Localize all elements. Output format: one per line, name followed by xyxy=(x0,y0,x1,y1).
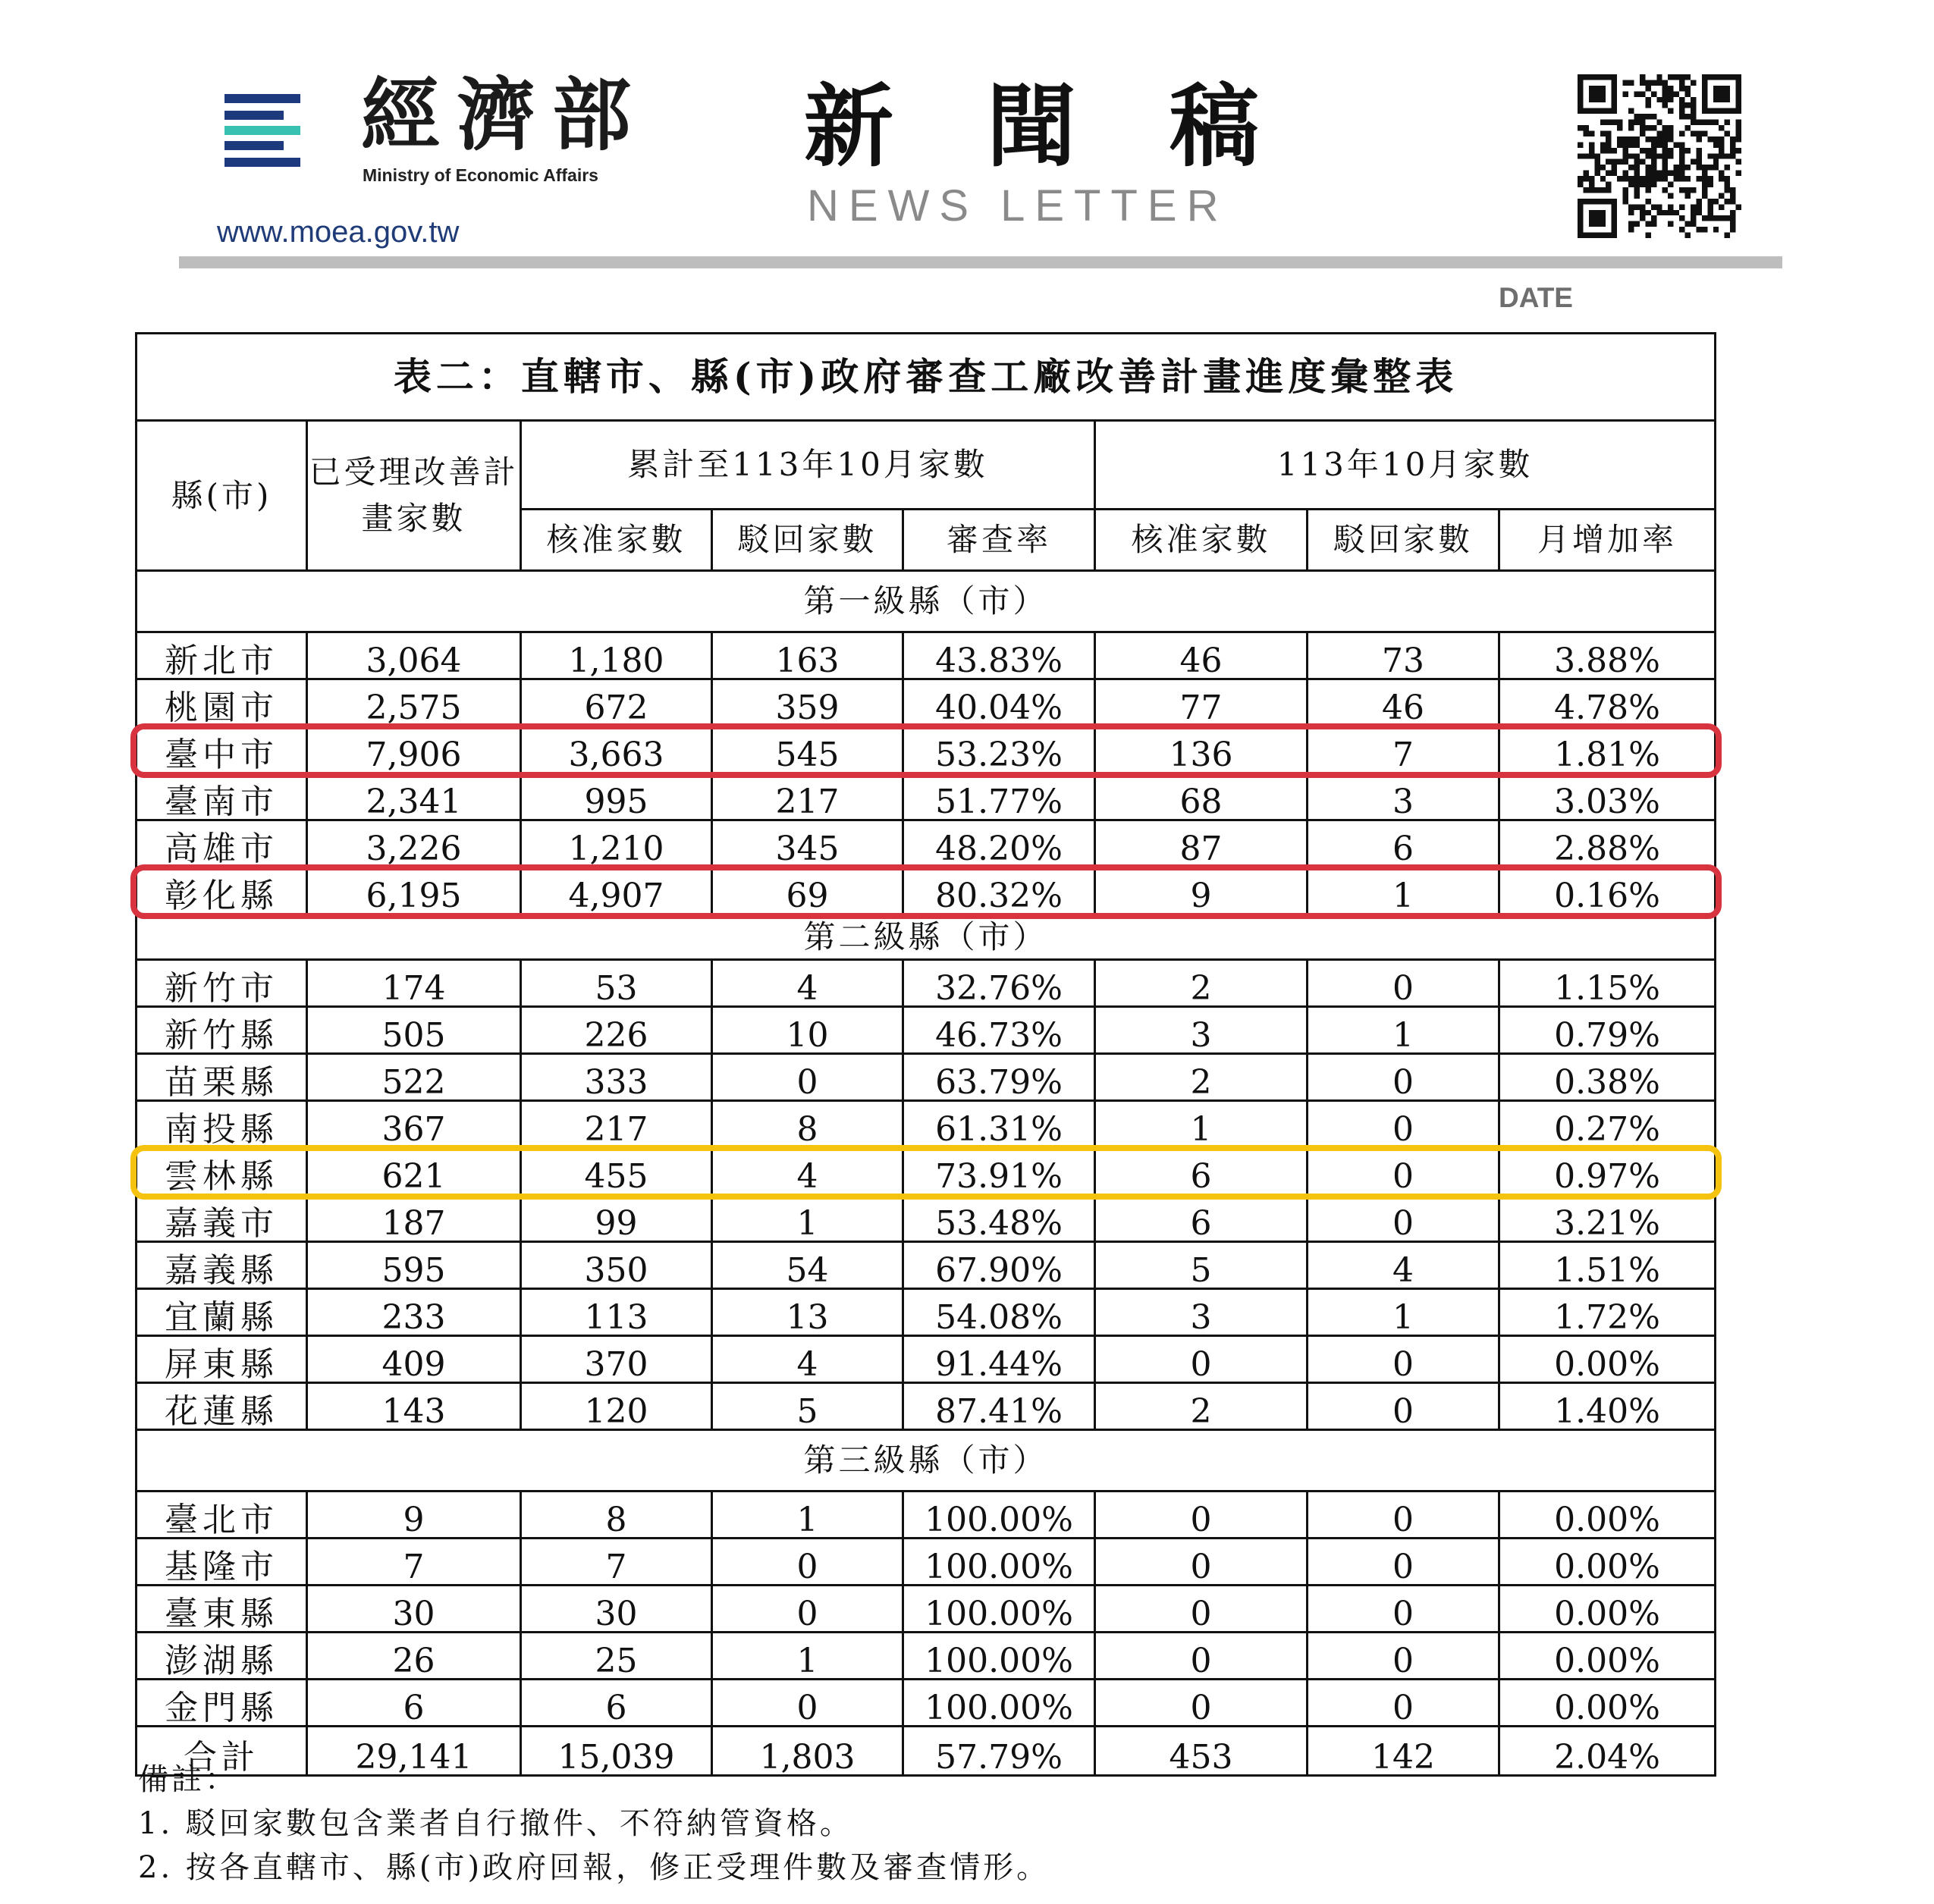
value-cell: 7 xyxy=(307,1539,521,1586)
table-row xyxy=(137,1289,1716,1336)
value-cell: 1 xyxy=(712,1492,903,1539)
value-cell: 4 xyxy=(712,960,903,1007)
ministry-name-chinese: 經濟部 xyxy=(361,68,648,162)
county-cell: 桃園市 xyxy=(137,679,307,726)
value-cell: 8 xyxy=(521,1492,712,1539)
value-cell: 0 xyxy=(1095,1586,1308,1633)
note-item-1: 1. 駁回家數包含業者自行撤件、不符納管資格。 xyxy=(138,1806,853,1841)
value-cell: 0.00% xyxy=(1499,1492,1716,1539)
value-cell: 1.81% xyxy=(1499,726,1716,773)
value-cell: 100.00% xyxy=(903,1492,1095,1539)
value-cell: 9 xyxy=(307,1492,521,1539)
county-cell: 苗栗縣 xyxy=(137,1054,307,1101)
value-cell: 0 xyxy=(1095,1633,1308,1680)
value-cell: 0 xyxy=(1308,1539,1499,1586)
value-cell: 1 xyxy=(1095,1101,1308,1148)
value-cell: 77 xyxy=(1095,679,1308,726)
value-cell: 5 xyxy=(712,1383,903,1430)
value-cell: 345 xyxy=(712,820,903,867)
value-cell: 91.44% xyxy=(903,1336,1095,1383)
table-row xyxy=(137,1586,1716,1633)
header-mon-rate: 月增加率 xyxy=(1499,510,1716,571)
value-cell: 0.00% xyxy=(1499,1680,1716,1727)
table-row xyxy=(137,820,1716,867)
county-cell: 臺南市 xyxy=(137,773,307,820)
value-cell: 1.51% xyxy=(1499,1242,1716,1289)
header-mon-rejected: 駁回家數 xyxy=(1308,510,1499,571)
value-cell: 61.31% xyxy=(903,1101,1095,1148)
value-cell: 0.97% xyxy=(1499,1148,1716,1195)
section-label: 第二級縣（市） xyxy=(137,914,1716,960)
value-cell: 1,180 xyxy=(521,632,712,679)
value-cell: 3,226 xyxy=(307,820,521,867)
county-cell: 宜蘭縣 xyxy=(137,1289,307,1336)
value-cell: 3 xyxy=(1095,1289,1308,1336)
value-cell: 333 xyxy=(521,1054,712,1101)
value-cell: 995 xyxy=(521,773,712,820)
value-cell: 3,064 xyxy=(307,632,521,679)
value-cell: 0.38% xyxy=(1499,1054,1716,1101)
value-cell: 0 xyxy=(1308,1336,1499,1383)
value-cell: 0 xyxy=(1308,960,1499,1007)
notes-section xyxy=(138,1758,1050,1890)
value-cell: 1,803 xyxy=(712,1727,903,1776)
table-row xyxy=(137,632,1716,679)
value-cell: 25 xyxy=(521,1633,712,1680)
value-cell: 6 xyxy=(1308,820,1499,867)
website-link[interactable]: www.moea.gov.tw xyxy=(217,215,460,249)
value-cell: 0 xyxy=(712,1054,903,1101)
value-cell: 69 xyxy=(712,867,903,914)
value-cell: 0 xyxy=(712,1539,903,1586)
value-cell: 26 xyxy=(307,1633,521,1680)
value-cell: 53.23% xyxy=(903,726,1095,773)
value-cell: 0.00% xyxy=(1499,1586,1716,1633)
value-cell: 370 xyxy=(521,1336,712,1383)
county-cell: 嘉義縣 xyxy=(137,1242,307,1289)
value-cell: 0 xyxy=(1095,1492,1308,1539)
value-cell: 0 xyxy=(1308,1492,1499,1539)
section-row-tier3 xyxy=(137,1430,1716,1492)
county-cell: 嘉義市 xyxy=(137,1195,307,1242)
value-cell: 0 xyxy=(1308,1383,1499,1430)
value-cell: 1,210 xyxy=(521,820,712,867)
value-cell: 30 xyxy=(521,1586,712,1633)
value-cell: 54.08% xyxy=(903,1289,1095,1336)
header-cum-rate: 審查率 xyxy=(903,510,1095,571)
table-row xyxy=(137,1633,1716,1680)
value-cell: 0 xyxy=(1308,1054,1499,1101)
value-cell: 99 xyxy=(521,1195,712,1242)
value-cell: 57.79% xyxy=(903,1727,1095,1776)
table-title: 表二：直轄市、縣(市)政府審查工廠改善計畫進度彙整表 xyxy=(137,334,1716,421)
header-cum-approved: 核准家數 xyxy=(521,510,712,571)
header-accepted: 已受理改善計畫家數 xyxy=(307,421,521,571)
value-cell: 100.00% xyxy=(903,1539,1095,1586)
county-cell: 高雄市 xyxy=(137,820,307,867)
county-cell: 彰化縣 xyxy=(137,867,307,914)
notes-heading: 備註： xyxy=(138,1762,238,1797)
date-label: DATE xyxy=(1499,282,1573,313)
value-cell: 15,039 xyxy=(521,1727,712,1776)
qr-code-icon[interactable] xyxy=(1578,74,1741,238)
table-row xyxy=(137,1492,1716,1539)
table-row xyxy=(137,1148,1716,1195)
table-row xyxy=(137,867,1716,914)
value-cell: 0 xyxy=(1095,1539,1308,1586)
value-cell: 4 xyxy=(1308,1242,1499,1289)
ministry-name-english: Ministry of Economic Affairs xyxy=(363,165,598,185)
header-county: 縣(市) xyxy=(137,421,307,571)
news-letter-subtitle: NEWS LETTER xyxy=(807,181,1229,231)
value-cell: 43.83% xyxy=(903,632,1095,679)
value-cell: 46 xyxy=(1308,679,1499,726)
table-row xyxy=(137,1242,1716,1289)
value-cell: 2.04% xyxy=(1499,1727,1716,1776)
value-cell: 8 xyxy=(712,1101,903,1148)
value-cell: 7,906 xyxy=(307,726,521,773)
table-row xyxy=(137,960,1716,1007)
value-cell: 4.78% xyxy=(1499,679,1716,726)
value-cell: 187 xyxy=(307,1195,521,1242)
value-cell: 6 xyxy=(1095,1195,1308,1242)
value-cell: 3.21% xyxy=(1499,1195,1716,1242)
value-cell: 113 xyxy=(521,1289,712,1336)
county-cell: 新竹市 xyxy=(137,960,307,1007)
table-row xyxy=(137,1054,1716,1101)
value-cell: 1 xyxy=(1308,867,1499,914)
section-row-tier2 xyxy=(137,914,1716,960)
section-label: 第三級縣（市） xyxy=(137,1430,1716,1492)
value-cell: 0 xyxy=(712,1586,903,1633)
value-cell: 226 xyxy=(521,1007,712,1054)
value-cell: 0.00% xyxy=(1499,1633,1716,1680)
factory-improvement-progress-table xyxy=(135,332,1716,1777)
table-row xyxy=(137,773,1716,820)
value-cell: 163 xyxy=(712,632,903,679)
value-cell: 46 xyxy=(1095,632,1308,679)
value-cell: 0 xyxy=(1308,1586,1499,1633)
value-cell: 87 xyxy=(1095,820,1308,867)
county-cell: 臺中市 xyxy=(137,726,307,773)
county-cell: 基隆市 xyxy=(137,1539,307,1586)
value-cell: 3,663 xyxy=(521,726,712,773)
value-cell: 3.88% xyxy=(1499,632,1716,679)
table-row xyxy=(137,1336,1716,1383)
value-cell: 1 xyxy=(1308,1007,1499,1054)
note-item-2: 2. 按各直轄市、縣(市)政府回報，修正受理件數及審查情形。 xyxy=(138,1850,1050,1885)
value-cell: 595 xyxy=(307,1242,521,1289)
value-cell: 2.88% xyxy=(1499,820,1716,867)
county-cell: 新竹縣 xyxy=(137,1007,307,1054)
header-divider xyxy=(179,256,1782,268)
value-cell: 0 xyxy=(1308,1148,1499,1195)
moea-logo-mark xyxy=(224,94,300,170)
value-cell: 0 xyxy=(712,1680,903,1727)
value-cell: 455 xyxy=(521,1148,712,1195)
value-cell: 73 xyxy=(1308,632,1499,679)
value-cell: 672 xyxy=(521,679,712,726)
value-cell: 53.48% xyxy=(903,1195,1095,1242)
value-cell: 67.90% xyxy=(903,1242,1095,1289)
value-cell: 80.32% xyxy=(903,867,1095,914)
value-cell: 73.91% xyxy=(903,1148,1095,1195)
value-cell: 40.04% xyxy=(903,679,1095,726)
table-row xyxy=(137,1539,1716,1586)
value-cell: 2 xyxy=(1095,960,1308,1007)
value-cell: 6,195 xyxy=(307,867,521,914)
table-row xyxy=(137,1680,1716,1727)
county-cell: 屏東縣 xyxy=(137,1336,307,1383)
value-cell: 0 xyxy=(1308,1680,1499,1727)
value-cell: 1 xyxy=(712,1195,903,1242)
county-cell: 臺東縣 xyxy=(137,1586,307,1633)
value-cell: 10 xyxy=(712,1007,903,1054)
section-row-tier1 xyxy=(137,571,1716,632)
section-label: 第一級縣（市） xyxy=(137,571,1716,632)
value-cell: 2 xyxy=(1095,1054,1308,1101)
value-cell: 32.76% xyxy=(903,960,1095,1007)
value-cell: 143 xyxy=(307,1383,521,1430)
county-cell: 臺北市 xyxy=(137,1492,307,1539)
table-row xyxy=(137,1383,1716,1430)
value-cell: 0 xyxy=(1095,1680,1308,1727)
table-row xyxy=(137,1195,1716,1242)
value-cell: 0 xyxy=(1095,1336,1308,1383)
value-cell: 217 xyxy=(521,1101,712,1148)
value-cell: 174 xyxy=(307,960,521,1007)
value-cell: 217 xyxy=(712,773,903,820)
value-cell: 13 xyxy=(712,1289,903,1336)
value-cell: 53 xyxy=(521,960,712,1007)
value-cell: 29,141 xyxy=(307,1727,521,1776)
header-mon-approved: 核准家數 xyxy=(1095,510,1308,571)
value-cell: 1.40% xyxy=(1499,1383,1716,1430)
value-cell: 7 xyxy=(521,1539,712,1586)
table-row xyxy=(137,679,1716,726)
value-cell: 522 xyxy=(307,1054,521,1101)
value-cell: 120 xyxy=(521,1383,712,1430)
value-cell: 48.20% xyxy=(903,820,1095,867)
value-cell: 68 xyxy=(1095,773,1308,820)
county-cell: 花蓮縣 xyxy=(137,1383,307,1430)
value-cell: 621 xyxy=(307,1148,521,1195)
value-cell: 1 xyxy=(712,1633,903,1680)
value-cell: 0 xyxy=(1308,1633,1499,1680)
value-cell: 505 xyxy=(307,1007,521,1054)
table-row xyxy=(137,1101,1716,1148)
value-cell: 0 xyxy=(1308,1101,1499,1148)
value-cell: 0.00% xyxy=(1499,1539,1716,1586)
value-cell: 136 xyxy=(1095,726,1308,773)
header-cum-rejected: 駁回家數 xyxy=(712,510,903,571)
value-cell: 0.00% xyxy=(1499,1336,1716,1383)
value-cell: 2,575 xyxy=(307,679,521,726)
value-cell: 4,907 xyxy=(521,867,712,914)
value-cell: 350 xyxy=(521,1242,712,1289)
value-cell: 100.00% xyxy=(903,1586,1095,1633)
county-cell: 雲林縣 xyxy=(137,1148,307,1195)
table-row xyxy=(137,726,1716,773)
value-cell: 0.16% xyxy=(1499,867,1716,914)
value-cell: 1 xyxy=(1308,1289,1499,1336)
value-cell: 4 xyxy=(712,1148,903,1195)
value-cell: 6 xyxy=(1095,1148,1308,1195)
value-cell: 1.15% xyxy=(1499,960,1716,1007)
value-cell: 51.77% xyxy=(903,773,1095,820)
header-cumulative-group: 累計至113年10月家數 xyxy=(521,421,1095,510)
value-cell: 0.79% xyxy=(1499,1007,1716,1054)
value-cell: 359 xyxy=(712,679,903,726)
value-cell: 46.73% xyxy=(903,1007,1095,1054)
value-cell: 87.41% xyxy=(903,1383,1095,1430)
value-cell: 545 xyxy=(712,726,903,773)
value-cell: 409 xyxy=(307,1336,521,1383)
value-cell: 453 xyxy=(1095,1727,1308,1776)
county-cell: 澎湖縣 xyxy=(137,1633,307,1680)
value-cell: 6 xyxy=(521,1680,712,1727)
value-cell: 100.00% xyxy=(903,1680,1095,1727)
county-cell: 南投縣 xyxy=(137,1101,307,1148)
value-cell: 367 xyxy=(307,1101,521,1148)
value-cell: 6 xyxy=(307,1680,521,1727)
value-cell: 5 xyxy=(1095,1242,1308,1289)
value-cell: 0.27% xyxy=(1499,1101,1716,1148)
value-cell: 4 xyxy=(712,1336,903,1383)
value-cell: 9 xyxy=(1095,867,1308,914)
value-cell: 2,341 xyxy=(307,773,521,820)
value-cell: 3.03% xyxy=(1499,773,1716,820)
value-cell: 7 xyxy=(1308,726,1499,773)
value-cell: 1.72% xyxy=(1499,1289,1716,1336)
value-cell: 63.79% xyxy=(903,1054,1095,1101)
value-cell: 3 xyxy=(1095,1007,1308,1054)
value-cell: 3 xyxy=(1308,773,1499,820)
value-cell: 233 xyxy=(307,1289,521,1336)
county-cell: 新北市 xyxy=(137,632,307,679)
value-cell: 100.00% xyxy=(903,1633,1095,1680)
table-row xyxy=(137,1007,1716,1054)
value-cell: 2 xyxy=(1095,1383,1308,1430)
value-cell: 142 xyxy=(1308,1727,1499,1776)
header-month-group: 113年10月家數 xyxy=(1095,421,1716,510)
county-cell: 合計 xyxy=(137,1727,307,1776)
county-cell: 金門縣 xyxy=(137,1680,307,1727)
value-cell: 30 xyxy=(307,1586,521,1633)
value-cell: 0 xyxy=(1308,1195,1499,1242)
news-release-title: 新 聞 稿 xyxy=(804,74,1259,179)
value-cell: 54 xyxy=(712,1242,903,1289)
